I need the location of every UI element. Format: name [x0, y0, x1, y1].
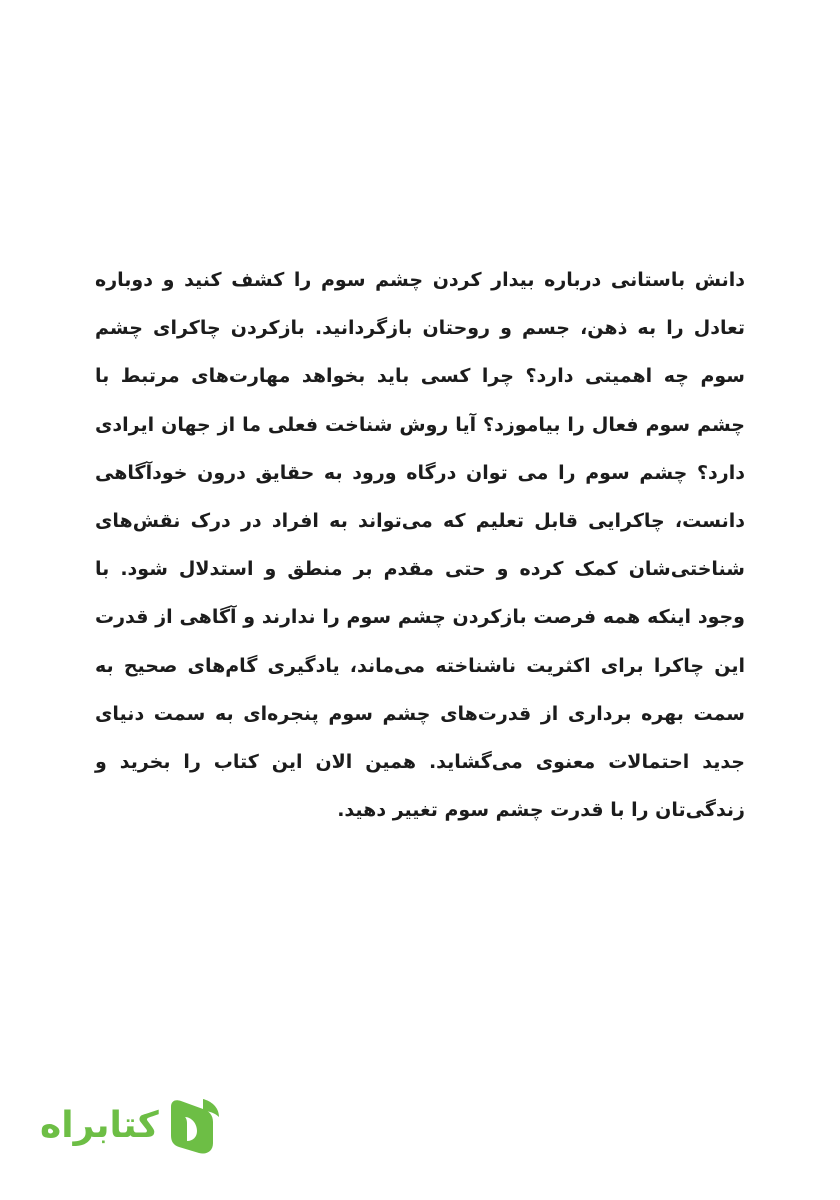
open-book-leaf-icon — [163, 1095, 225, 1157]
book-description: دانش باستانی درباره بیدار کردن چشم سوم را کشف کنید و دوباره تعادل را به ذهن، جسم و روحتان بازگردانید. بازکردن چاکرای چشم سوم چه اهمیتی دارد؟ چرا کسی باید بخواهد مهارت‌های مرتبط با چشم سوم فعال را بیاموزد؟ آیا روش شناخت فعلی ما از جهان ایرادی دارد؟ چشم سوم را می توان درگاه ورود به حقایق درون خودآگاهی دانست، چاکرایی قابل تعلیم که می‌تواند به افراد در درک نقش‌های شناختی‌شان کمک کرده و حتی مقدم بر منطق و استدلال شود. با وجود اینکه همه فرصت بازکردن چشم سوم را ندارند و آگاهی از قدرت این چاکرا برای اکثریت ناشناخته می‌ماند، یادگیری گام‌های صحیح به سمت بهره برداری از قدرت‌های چشم سوم پنجره‌ای به سمت دنیای جدید احتمالات معنوی می‌گشاید. همین الان این کتاب را بخرید و زندگی‌تان را با قدرت چشم سوم تغییر دهید. — [95, 269, 745, 822]
ketabrah-logo — [40, 1090, 215, 1162]
logo-wordmark: کتابراه — [40, 1105, 159, 1146]
